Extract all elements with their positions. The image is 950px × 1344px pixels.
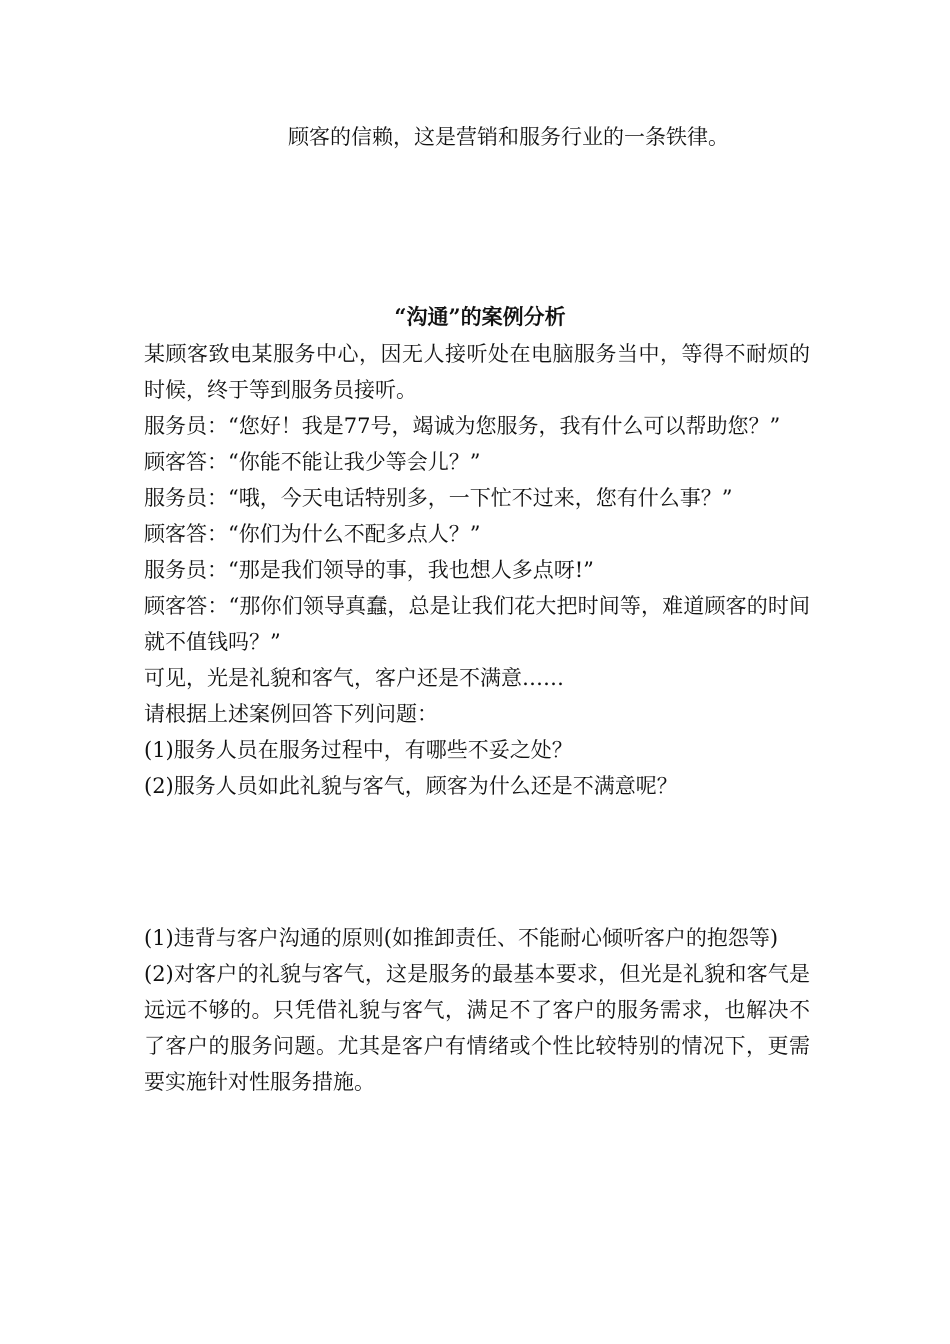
dialogue-line: 顾客答：“那你们领导真蠢，总是让我们花大把时间等，难道顾客的时间就不值钱吗？” xyxy=(144,594,810,654)
dialogue-line: 顾客答：“你们为什么不配多点人？” xyxy=(144,522,481,546)
case-intro-paragraph: 某顾客致电某服务中心，因无人接听处在电脑服务当中，等得不耐烦的时候，终于等到服务员接听。 xyxy=(144,342,810,402)
case-study-title: “沟通”的案例分析 xyxy=(394,304,566,329)
dialogue-line: 服务员：“哦，今天电话特别多，一下忙不过来，您有什么事？” xyxy=(144,486,733,510)
questions-prompt: 请根据上述案例回答下列问题： xyxy=(144,702,438,726)
dialogue-line: 顾客答：“你能不能让我少等会儿？” xyxy=(144,450,481,474)
case-conclusion: 可见，光是礼貌和客气，客户还是不满意…… xyxy=(144,666,564,690)
answers-section xyxy=(144,920,810,1100)
dialogue-line: 服务员：“您好！我是77号，竭诚为您服务，我有什么可以帮助您？” xyxy=(144,414,781,438)
dialogue-line: 服务员：“那是我们领导的事，我也想人多点呀!” xyxy=(144,558,594,582)
question-item: (1)服务人员在服务过程中，有哪些不妥之处？ xyxy=(144,738,573,762)
case-study-body xyxy=(144,336,810,804)
answer-item: (2)对客户的礼貌与客气，这是服务的最基本要求，但光是礼貌和客气是远远不够的。只凭借礼貌与客气，满足不了客户的服务需求，也解决不了客户的服务问题。尤其是客户有情绪或个性比较特别的情况下，更需要实施针对性服务措施。 xyxy=(144,962,810,1094)
question-item: (2)服务人员如此礼貌与客气，顾客为什么还是不满意呢？ xyxy=(144,774,678,798)
carried-over-text-line: 顾客的信赖，这是营销和服务行业的一条铁律。 xyxy=(288,125,729,149)
answer-item: (1)违背与客户沟通的原则(如推卸责任、不能耐心倾听客户的抱怨等) xyxy=(144,926,779,950)
